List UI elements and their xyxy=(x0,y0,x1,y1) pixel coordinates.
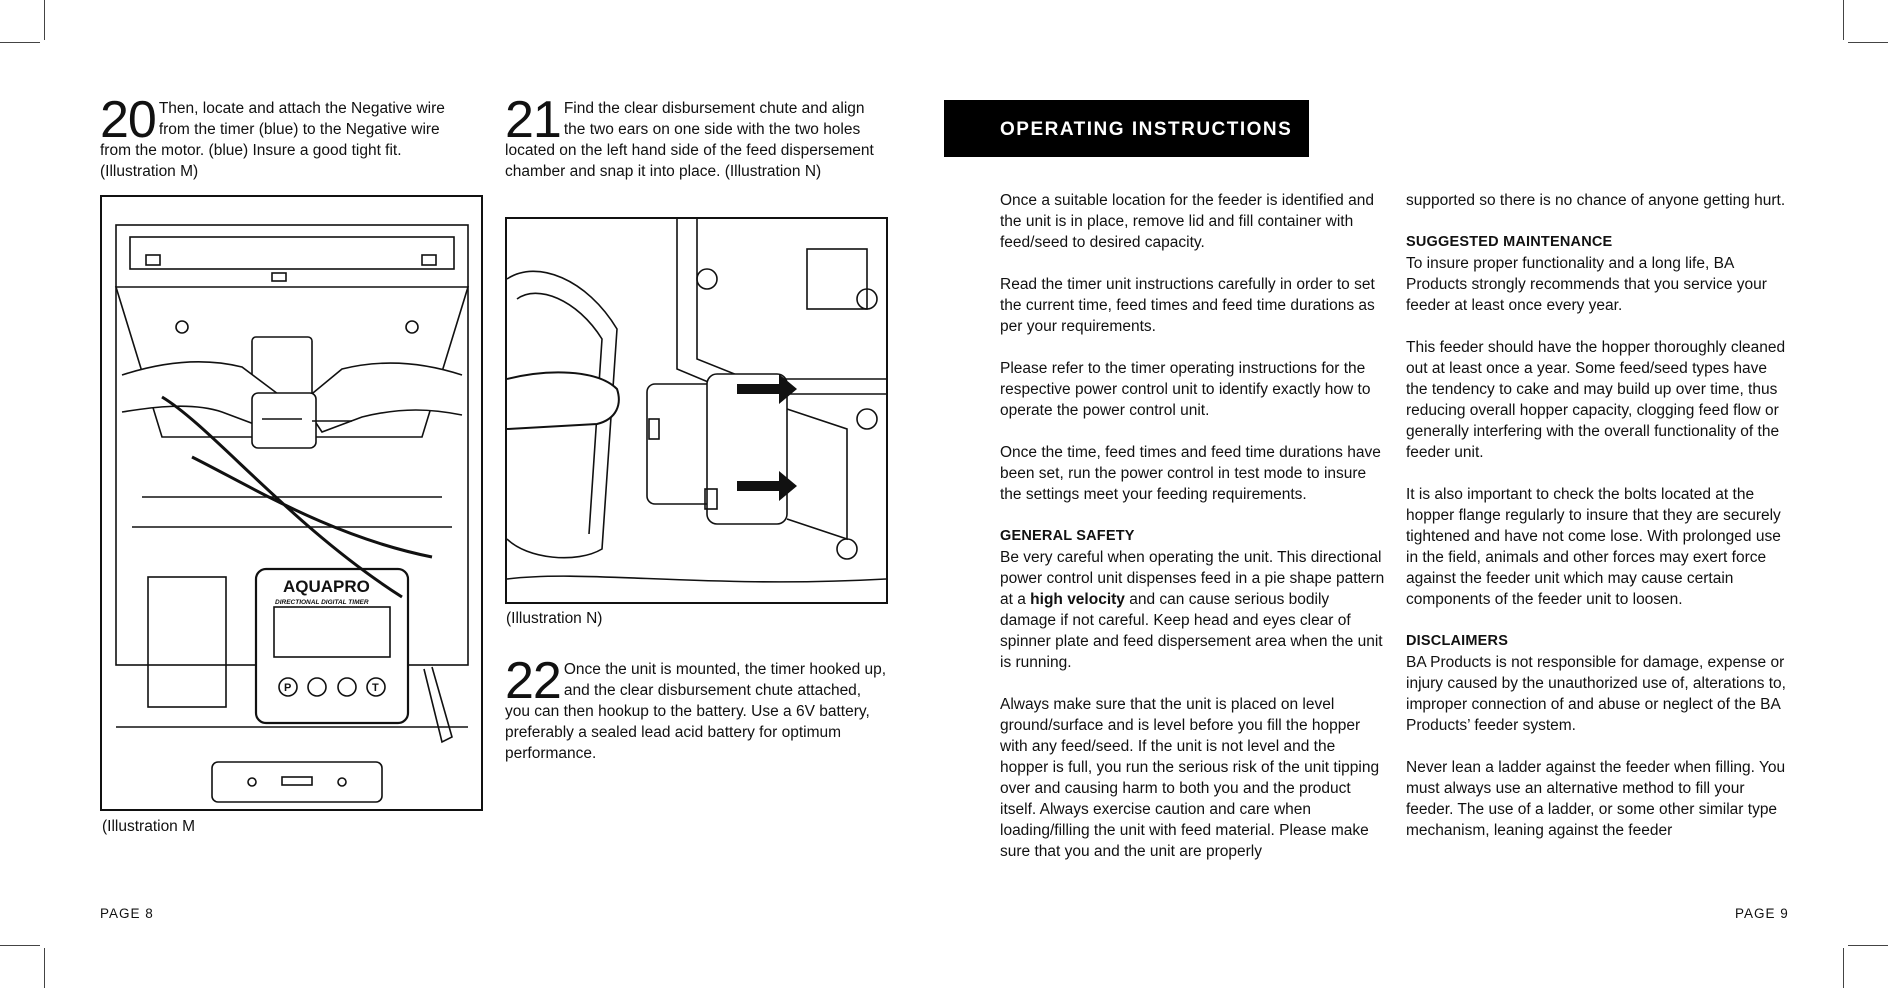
paragraph: Once a suitable location for the feeder is identified and the unit is in place, remove lid and fill container with feed/seed to desired capacity. xyxy=(1000,192,1374,251)
illustration-m xyxy=(100,195,483,811)
disclaimers-section xyxy=(1406,631,1791,736)
crop-mark xyxy=(1843,0,1844,40)
crop-mark xyxy=(1848,945,1888,946)
crop-mark xyxy=(44,948,45,988)
section-heading: GENERAL SAFETY xyxy=(1000,528,1135,544)
general-safety-section xyxy=(1000,526,1385,673)
step-22 xyxy=(505,652,890,764)
paragraph-text: BA Products is not responsible for damage, expense or injury caused by the unauthorized use of, alterations to, improper connection of and abuse or neglect of the BA Products’ feeder system. xyxy=(1406,654,1786,734)
step-text: Once the unit is mounted, the timer hooked up, and the clear disbursement chute attached, you can then hookup to the battery. Use a 6V battery, preferably a sealed lead acid battery for optimum performance. xyxy=(505,661,887,762)
crop-mark xyxy=(44,0,45,40)
timer-install-drawing xyxy=(102,197,481,809)
paragraph-text: To insure proper functionality and a long life, BA Products strongly recommends that you service your feeder at least once every year. xyxy=(1406,255,1767,314)
caption-illustration-m: (Illustration M xyxy=(102,818,196,835)
page-number-right: PAGE 9 xyxy=(1735,906,1789,921)
timer-subtitle: DIRECTIONAL DIGITAL TIMER xyxy=(275,599,369,606)
paragraph: This feeder should have the hopper thoroughly cleaned out at least once a year. Some feed/seed types have the tendency to cake and may build up over time, thus reducing overall hopper capacity, clogging feed flow or generally interfering with the overall functionality of the feeder unit. xyxy=(1406,339,1786,461)
instructions-column-2 xyxy=(1406,190,1791,841)
paragraph: Never lean a ladder against the feeder when filling. You must always use an alternative method to fill your feeder. The use of a ladder, or some other similar type mechanism, leaning against the feeder xyxy=(1406,759,1786,839)
instructions-column-1 xyxy=(1000,190,1385,862)
paragraph: Once the time, feed times and feed time durations have been set, run the power control in test mode to insure the settings meet your feeding requirements. xyxy=(1000,444,1381,503)
step-number: 21 xyxy=(505,91,561,149)
chute-install-drawing xyxy=(507,219,886,602)
maintenance-section xyxy=(1406,232,1791,316)
paragraph: It is also important to check the bolts located at the hopper flange regularly to insure that they are securely tightened and have not come lose. With prolonged use in the field, animals and other forces may exert force against the feeder unit which may cause certain components of the feeder unit to loosen. xyxy=(1406,486,1781,608)
timer-button-p: P xyxy=(284,682,292,694)
paragraph-text: and can cause serious bodily damage if not careful. Keep head and eyes clear of spinner plate and feed dispersement area when the unit is running. xyxy=(1000,591,1383,671)
timer-brand: AQUAPRO xyxy=(283,577,370,596)
illustration-n xyxy=(505,217,888,604)
emphasis-text: high velocity xyxy=(1030,591,1125,608)
step-text: Then, locate and attach the Negative wire from the timer (blue) to the Negative wire from the motor. (blue) Insure a good tight fit. (Illustration M) xyxy=(100,100,445,180)
paragraph: supported so there is no chance of anyone getting hurt. xyxy=(1406,192,1786,209)
section-heading: SUGGESTED MAINTENANCE xyxy=(1406,234,1613,250)
crop-mark xyxy=(0,945,40,946)
step-20 xyxy=(100,91,460,182)
caption-illustration-n: (Illustration N) xyxy=(506,610,603,627)
crop-mark xyxy=(0,42,40,43)
section-heading: DISCLAIMERS xyxy=(1406,633,1509,649)
step-text: Find the clear disbursement chute and align the two ears on one side with the two holes located on the left hand side of the feed dispersement chamber and snap it into place. (Illustration N) xyxy=(505,100,874,180)
step-number: 20 xyxy=(100,91,156,149)
crop-mark xyxy=(1848,42,1888,43)
paragraph-text: Be very careful when operating the unit. This directional power control unit dispenses feed in a pie shape pattern at a xyxy=(1000,549,1385,608)
paragraph: Always make sure that the unit is placed on level ground/surface and is level before you fill the hopper with any feed/seed. If the unit is not level and the hopper is full, you run the serious risk of the unit tipping over and causing harm to both you and the product itself. Always exercise caution and care when loading/filling the unit with feed material. Please make sure that you and the unit are properly xyxy=(1000,696,1380,860)
step-21 xyxy=(505,91,890,182)
timer-button-t: T xyxy=(372,682,379,694)
operating-instructions-heading: OPERATING INSTRUCTIONS xyxy=(944,100,1309,157)
paragraph: Read the timer unit instructions carefully in order to set the current time, feed times and feed time durations as per your requirements. xyxy=(1000,276,1375,335)
crop-mark xyxy=(1843,948,1844,988)
page-number-left: PAGE 8 xyxy=(100,906,154,921)
step-number: 22 xyxy=(505,652,561,710)
paragraph: Please refer to the timer operating instructions for the respective power control unit to identify exactly how to operate the power control unit. xyxy=(1000,360,1371,419)
